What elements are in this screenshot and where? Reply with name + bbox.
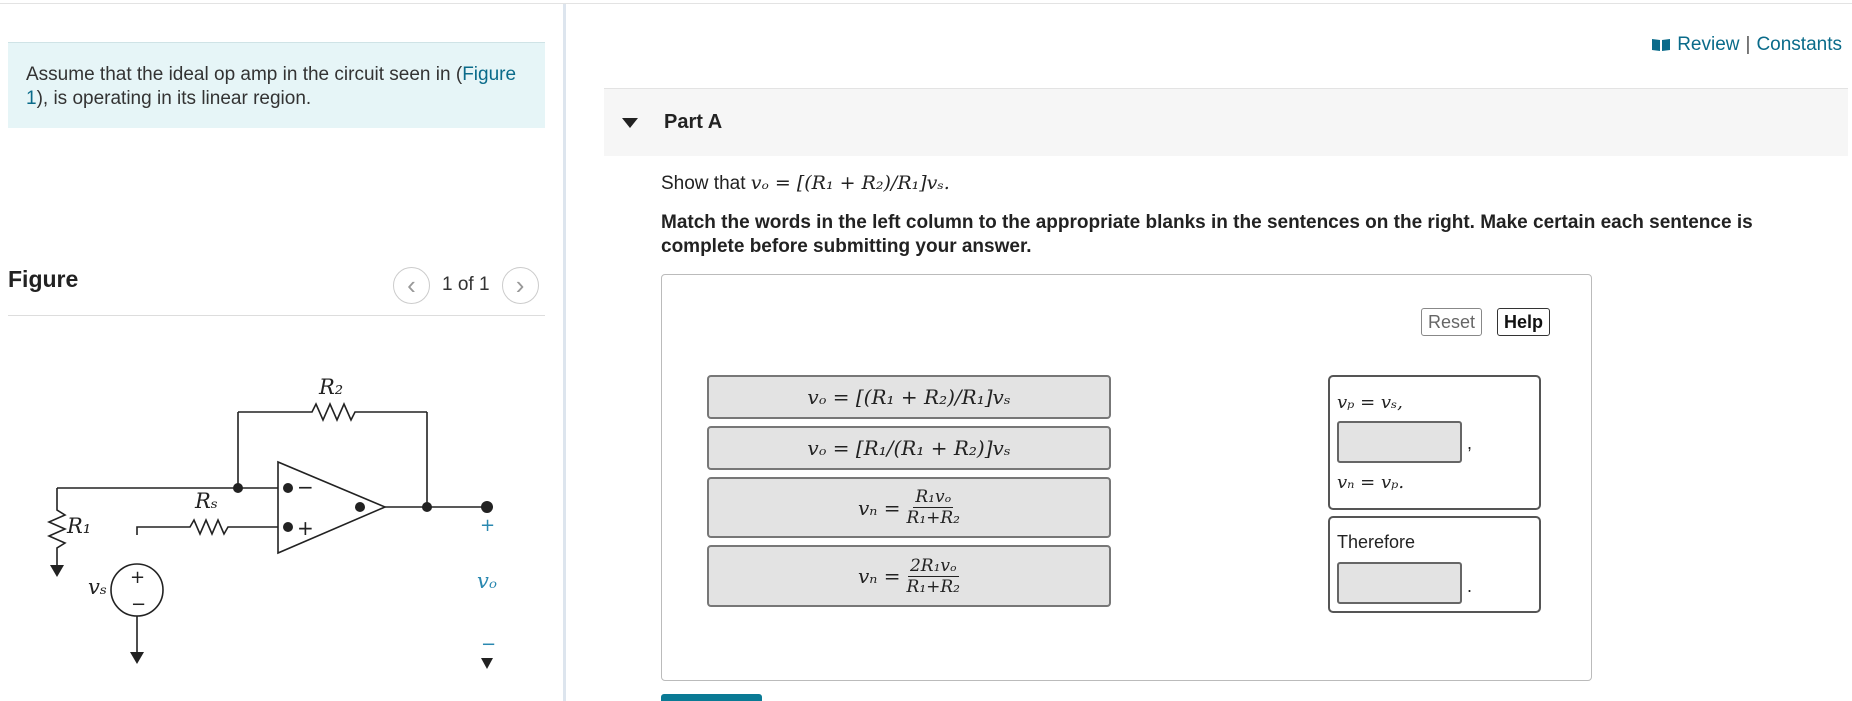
figure-counter: 1 of 1 — [442, 274, 490, 295]
left-pane — [0, 0, 563, 701]
instructions: Match the words in the left column to the appropriate blanks in the sentences on the right. Make certain each sentence is complete before submitting your answer. — [661, 212, 1753, 257]
token-3-numerator: R₁vₒ — [915, 487, 952, 507]
caret-down-icon — [622, 118, 638, 128]
matching-activity — [661, 274, 1592, 681]
token-4-fraction — [907, 556, 960, 597]
figure-link[interactable]: Figure 1 — [26, 64, 517, 109]
inverting-input-sign: − — [297, 475, 314, 499]
sentence-2-line-1: Therefore — [1337, 532, 1416, 552]
source-plus-sign: + — [130, 567, 146, 588]
answer-token-2[interactable] — [707, 426, 1111, 470]
links-separator: | — [1745, 34, 1751, 55]
previous-figure-button[interactable] — [393, 267, 430, 304]
part-title: Part A — [664, 111, 723, 133]
sentence-1-line-1: vₚ = vₛ, — [1337, 392, 1403, 413]
chevron-left-icon: ‹ — [407, 269, 416, 300]
noninverting-input-sign: + — [297, 516, 314, 540]
intro-text-after: ), is operating in its linear region. — [36, 88, 312, 109]
problem-intro — [8, 42, 545, 128]
sentence-1-line-2: vₙ = vₚ. — [1337, 472, 1405, 493]
drop-zone-2[interactable] — [1337, 562, 1462, 604]
show-statement — [661, 172, 950, 195]
show-expression: vₒ = [(R₁ + R₂)/R₁]vₛ. — [750, 172, 950, 194]
output-plus-sign: + — [480, 515, 496, 536]
token-1-text: vₒ = [(R₁ + R₂)/R₁]vₛ — [807, 385, 1011, 409]
figure-navigation — [393, 266, 539, 304]
intro-text-before: Assume that the ideal op amp in the circuit seen in ( — [26, 64, 463, 85]
answer-token-1[interactable] — [707, 375, 1111, 419]
constants-link[interactable]: Constants — [1756, 34, 1842, 55]
sentence-1-comma: , — [1467, 433, 1473, 453]
circuit-diagram — [45, 370, 525, 680]
r2-label: R₂ — [319, 375, 344, 399]
vo-label: vₒ — [477, 569, 497, 593]
figure-divider — [8, 315, 545, 316]
sentence-box-2 — [1328, 516, 1541, 613]
drop-zone-1[interactable] — [1337, 421, 1462, 463]
help-button[interactable]: Help — [1497, 308, 1550, 336]
sentence-2-period: . — [1467, 576, 1473, 596]
part-a-header[interactable] — [604, 88, 1848, 156]
token-3-denominator: R₁+R₂ — [906, 508, 960, 528]
submit-button[interactable] — [661, 694, 762, 701]
source-minus-sign: − — [131, 594, 147, 615]
token-2-text: vₒ = [R₁/(R₁ + R₂)]vₛ — [807, 436, 1011, 460]
header-links — [1651, 34, 1842, 56]
rs-label: Rₛ — [195, 489, 218, 513]
token-3-lhs: vₙ = — [857, 495, 901, 520]
vs-label: vₛ — [88, 575, 107, 599]
figure-title: Figure — [8, 266, 79, 292]
token-3-fraction — [907, 487, 960, 528]
r1-label: R₁ — [67, 514, 92, 538]
sentence-box-1 — [1328, 375, 1541, 510]
chevron-right-icon: › — [515, 269, 525, 300]
book-icon — [1651, 38, 1671, 52]
review-link[interactable]: Review — [1677, 34, 1740, 55]
pane-divider[interactable] — [563, 4, 566, 701]
token-4-lhs: vₙ = — [857, 564, 901, 588]
output-minus-sign: − — [481, 634, 497, 655]
answer-token-3[interactable] — [707, 477, 1111, 538]
token-4-denominator: R₁+R₂ — [906, 576, 960, 597]
show-prefix: Show that — [661, 173, 746, 194]
answer-token-4[interactable] — [707, 545, 1111, 607]
reset-button[interactable]: Reset — [1421, 308, 1482, 336]
token-4-numerator: 2R₁vₒ — [909, 555, 957, 576]
next-figure-button[interactable] — [502, 267, 539, 304]
